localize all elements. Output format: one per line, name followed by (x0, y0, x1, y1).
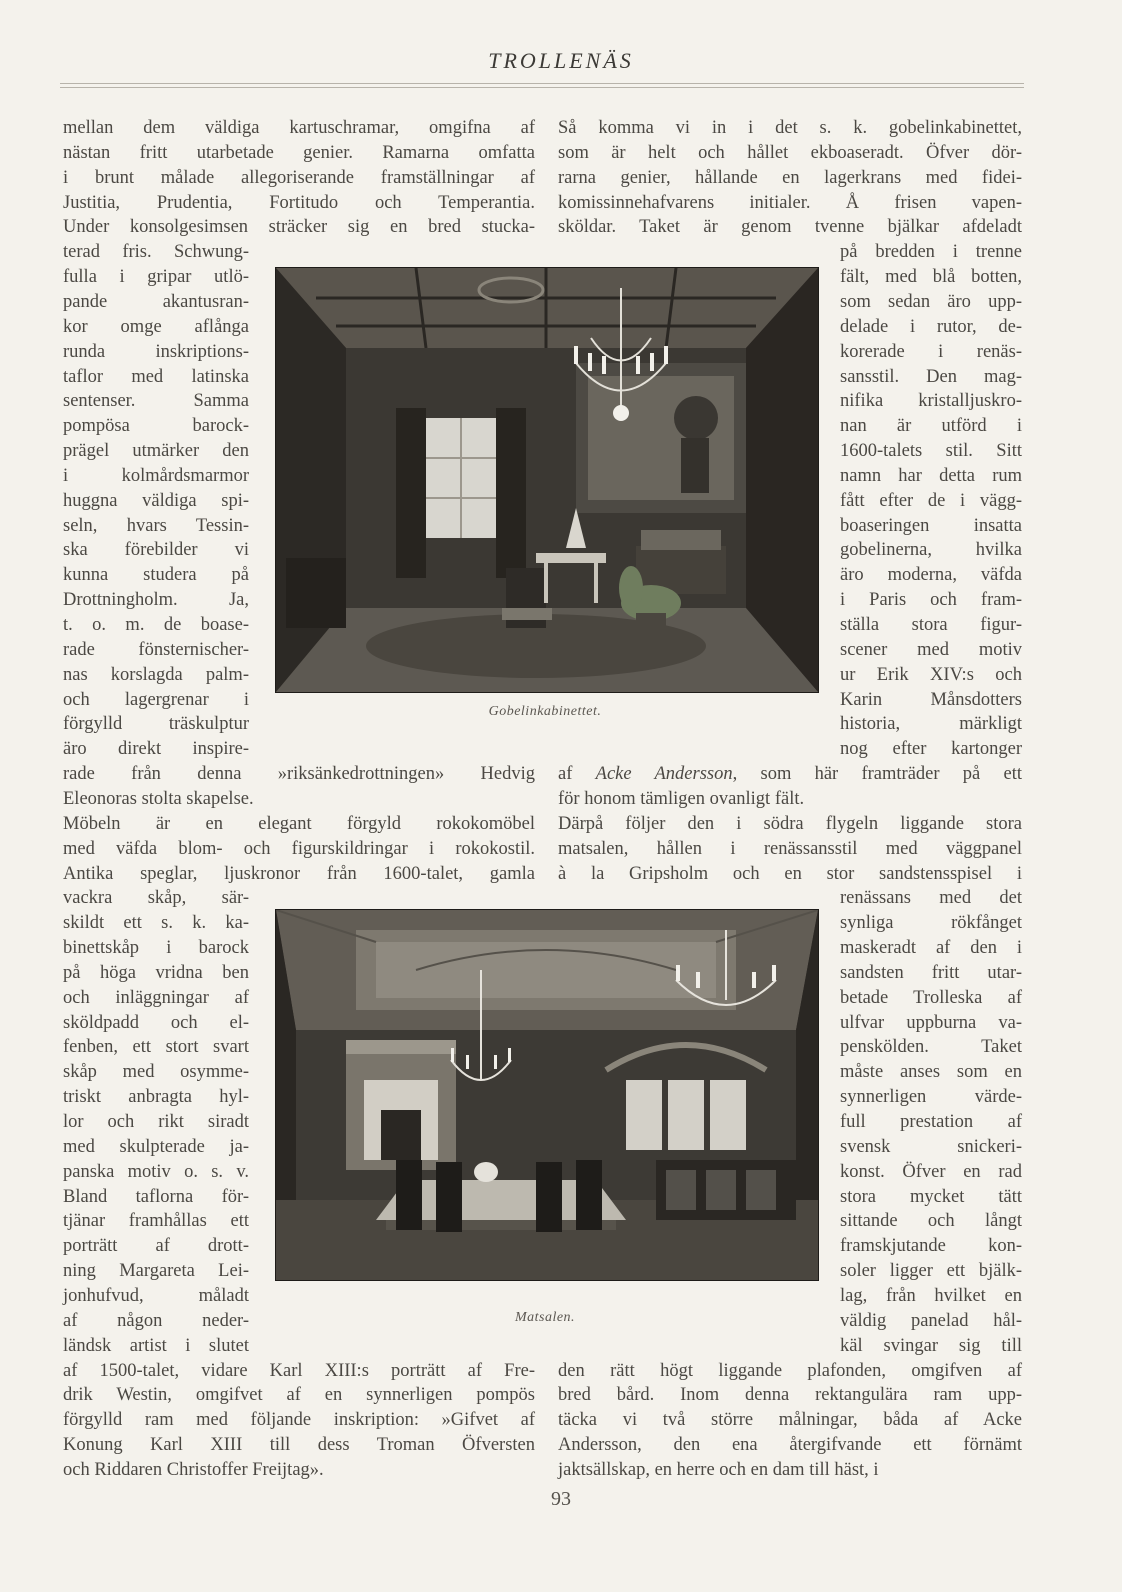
text-line: seln, hvars Tessin- (63, 516, 249, 536)
page-number: 93 (551, 1488, 571, 1510)
text-line: pande akantusran- (63, 292, 249, 312)
text-line: jaktsällskap, en herre och en dam till häst, i (558, 1460, 879, 1480)
text-line: boaseringen insatta (840, 516, 1022, 536)
text-line: sköldar. Taket är genom tvenne bjälkar afdeladt (558, 217, 1022, 237)
text-line: full prestation af (840, 1112, 1022, 1132)
text-line: som sedan äro upp- (840, 292, 1022, 312)
figure-caption: Matsalen. (514, 1310, 576, 1325)
text-line: och Riddaren Christoffer Freijtag». (63, 1460, 324, 1480)
text-line: skildt ett s. k. ka- (63, 913, 249, 933)
text-line: för honom tämligen ovanligt fält. (558, 789, 805, 809)
text-line: och inläggningar af (63, 988, 249, 1008)
text-line: komissinnehafvarens initialer. Å frisen vapen- (558, 193, 1022, 213)
header-rule (60, 87, 1024, 88)
figure-caption: Gobelinkabinettet. (488, 704, 602, 719)
dining-hall-illustration (276, 910, 818, 1280)
text-line: ländsk artist i slutet (63, 1336, 249, 1356)
text-line: ning Margareta Lei- (63, 1261, 249, 1281)
text-line: Antika speglar, ljuskronor från 1600-talet, gamla (63, 864, 535, 884)
text-line: renässans med det (840, 888, 1022, 908)
text-line: nog efter kartonger (840, 739, 1022, 759)
text-line: fulla i gripar utlö- (63, 267, 249, 287)
text-line: med väfda blom- och figurskildringar i rokokostil. (63, 839, 535, 859)
text-line: sansstil. Den mag- (840, 367, 1022, 387)
text-line: Karin Månsdotters (840, 690, 1022, 710)
text-line: konst. Öfver en rad (840, 1162, 1022, 1182)
text-line: sittande och långt (840, 1211, 1022, 1231)
photo-gobelinkabinettet (276, 268, 818, 692)
header-rule (60, 83, 1024, 84)
text-line: panska motiv o. s. v. (63, 1162, 249, 1182)
text-line: drik Westin, omgifvet af en synnerligen pompös (63, 1385, 535, 1405)
text-line: den rätt högt liggande plafonden, omgifven af (558, 1361, 1022, 1381)
text-line: svensk snickeri- (840, 1137, 1022, 1157)
text-line: jonhufvud, måladt (63, 1286, 249, 1306)
text-line: synnerligen värde- (840, 1087, 1022, 1107)
text-line: måste anses som en (840, 1062, 1022, 1082)
text-line: betade Trolleska af (840, 988, 1022, 1008)
text-line: kor omge aflånga (63, 317, 249, 337)
photo-matsalen (276, 910, 818, 1280)
text-line: ställa stora figur- (840, 615, 1022, 635)
running-header: TROLLENÄS (488, 48, 634, 73)
text-line: ulfvar uppburna va- (840, 1013, 1022, 1033)
text-line: rade från denna »riksänkedrottningen» Hedvig (63, 764, 535, 784)
text-line: gobelinerna, hvilka (840, 540, 1022, 560)
text-line: som är helt och hållet ekboaseradt. Öfver dör- (558, 143, 1022, 163)
text-line: triskt anbragta hyl- (63, 1087, 249, 1107)
text-line: fenben, ett stort svart (63, 1037, 249, 1057)
text-line: nan är utförd i (840, 416, 1022, 436)
text-line: Andersson, den ena återgifvande ett förnämt (558, 1435, 1022, 1455)
text-line: Justitia, Prudentia, Fortitudo och Temperantia. (63, 193, 535, 213)
text-line: korerade i renäs- (840, 342, 1022, 362)
text-line: matsalen, hållen i renässansstil med väggpanel (558, 839, 1022, 859)
text-line: förgylld ram med följande inskription: »Gifvet af (63, 1410, 535, 1430)
text-line: soler ligger ett bjälk- (840, 1261, 1022, 1281)
text-line: Därpå följer den i södra flygeln liggande stora (558, 814, 1022, 834)
text-line: delade i rutor, de- (840, 317, 1022, 337)
text-line: t. o. m. de boase- (63, 615, 249, 635)
text-line: Under konsolgesimsen sträcker sig en bred stucka- (63, 217, 535, 237)
text-line: Drottningholm. Ja, (63, 590, 249, 610)
text-line: nas korslagda palm- (63, 665, 249, 685)
text-line: ur Erik XIV:s och (840, 665, 1022, 685)
text-line: Eleonoras stolta skapelse. (63, 789, 254, 809)
text-line: sandsten fritt utar- (840, 963, 1022, 983)
text-line: Bland taflorna för- (63, 1187, 249, 1207)
text-line: Möbeln är en elegant förgyld rokokomöbel (63, 814, 535, 834)
gobelin-room-illustration (276, 268, 818, 692)
text-line: 1600-talets stil. Sitt (840, 441, 1022, 461)
text-line: penskölden. Taket (840, 1037, 1022, 1057)
text-line: lag, från hvilket en (840, 1286, 1022, 1306)
text-line: och lagergrenar i (63, 690, 249, 710)
text-line: fält, med blå botten, (840, 267, 1022, 287)
text-line: pompösa barock- (63, 416, 249, 436)
text-line: i Paris och fram- (840, 590, 1022, 610)
text-line: nifika kristalljuskro- (840, 391, 1022, 411)
text-line: prägel utmärker den (63, 441, 249, 461)
text-line: historia, märkligt (840, 714, 1022, 734)
text-line: lor och rikt siradt (63, 1112, 249, 1132)
text-line: scener med motiv (840, 640, 1022, 660)
text-line: taflor med latinska (63, 367, 249, 387)
text-line: af Acke Andersson, som här framträder på ett (558, 764, 1022, 784)
text-line: nästan fritt utarbetade genier. Ramarna omfatta (63, 143, 535, 163)
text-line: skåp med osymme- (63, 1062, 249, 1082)
text-line: stora mycket tätt (840, 1187, 1022, 1207)
text-line: rade fönsternischer- (63, 640, 249, 660)
text-line: af 1500-talet, vidare Karl XIII:s porträtt af Fre- (63, 1361, 535, 1381)
text-line: terad fris. Schwung- (63, 242, 249, 262)
text-line: bred bård. Inom denna rektangulära ram upp- (558, 1385, 1022, 1405)
text-line: binettskåp i barock (63, 938, 249, 958)
text-line: maskeradt af den i (840, 938, 1022, 958)
text-line: käl svingar sig till (840, 1336, 1022, 1356)
text-line: framskjutande kon- (840, 1236, 1022, 1256)
text-line: mellan dem väldiga kartuschramar, omgifna af (63, 118, 535, 138)
text-line: förgylld träskulptur (63, 714, 249, 734)
text-line: runda inskriptions- (63, 342, 249, 362)
text-line: af någon neder- (63, 1311, 249, 1331)
text-line: à la Gripsholm och en stor sandstensspisel i (558, 864, 1022, 884)
text-line: Konung Karl XIII till dess Troman Öfversten (63, 1435, 535, 1455)
text-line: tjänar framhållas ett (63, 1211, 249, 1231)
text-line: i brunt målade allegoriserande framställningar af (63, 168, 535, 188)
text-line: Så komma vi in i det s. k. gobelinkabinettet, (558, 118, 1022, 138)
text-line: huggna väldiga spi- (63, 491, 249, 511)
text-line: med skulpterade ja- (63, 1137, 249, 1157)
text-line: på höga vridna ben (63, 963, 249, 983)
text-line: porträtt af drott- (63, 1236, 249, 1256)
text-line: sentenser. Samma (63, 391, 249, 411)
text-line: namn har detta rum (840, 466, 1022, 486)
text-line: kunna studera på (63, 565, 249, 585)
text-line: sköldpadd och el- (63, 1013, 249, 1033)
text-line: på bredden i trenne (840, 242, 1022, 262)
text-line: vackra skåp, sär- (63, 888, 249, 908)
text-line: väldig panelad hål- (840, 1311, 1022, 1331)
text-line: rarna genier, hållande en lagerkrans med fidei- (558, 168, 1022, 188)
text-line: täcka vi två större målningar, båda af Acke (558, 1410, 1022, 1430)
text-line: äro moderna, väfda (840, 565, 1022, 585)
text-line: fått efter de i vägg- (840, 491, 1022, 511)
text-line: synliga rökfånget (840, 913, 1022, 933)
text-line: ska förebilder vi (63, 540, 249, 560)
text-line: i kolmårdsmarmor (63, 466, 249, 486)
text-line: äro direkt inspire- (63, 739, 249, 759)
